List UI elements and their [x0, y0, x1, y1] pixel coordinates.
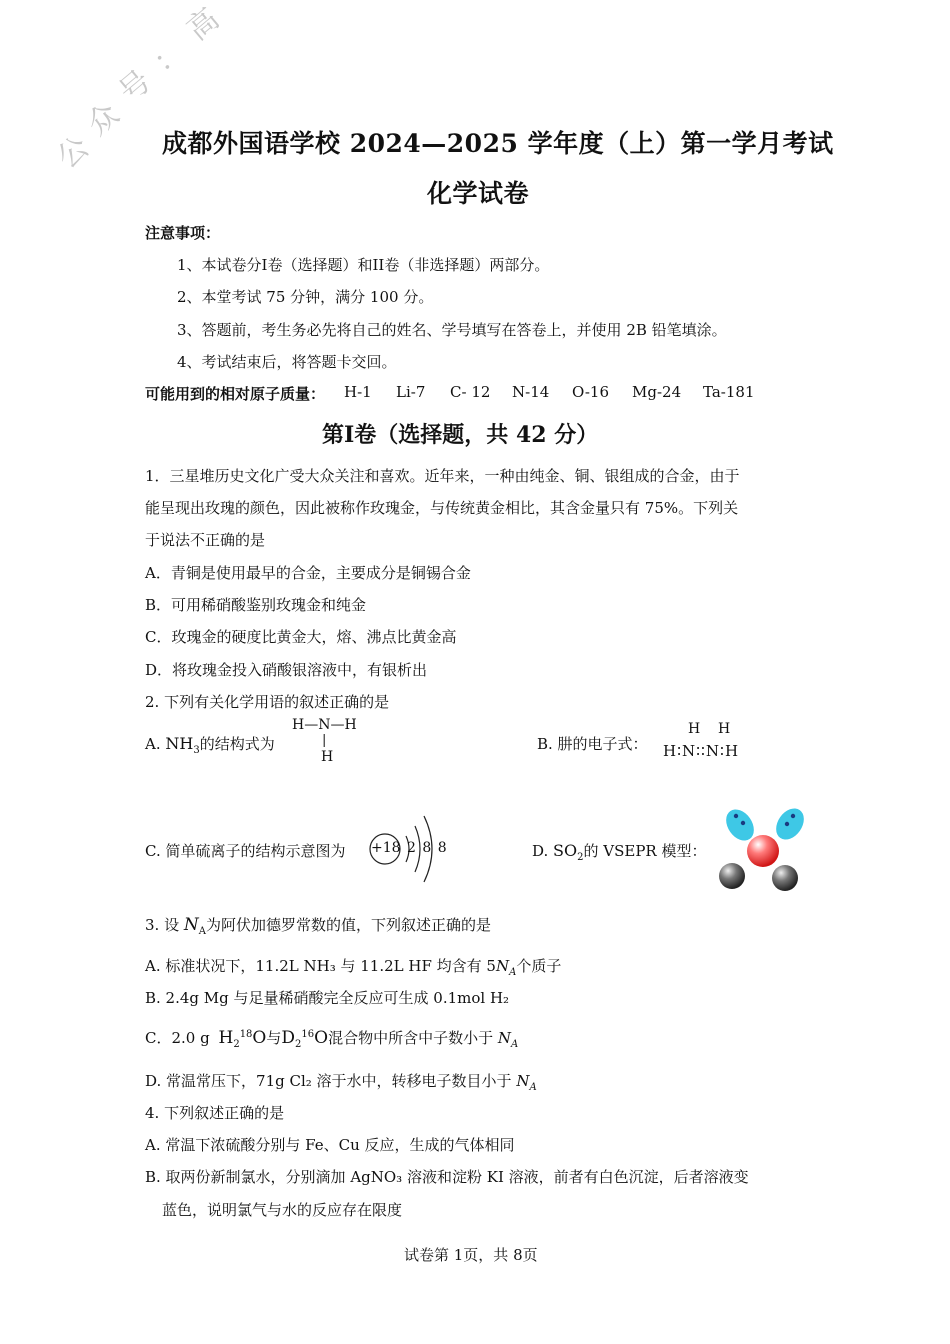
option-text: C．2.0 g — [145, 1029, 210, 1047]
atom-h: H — [292, 717, 305, 733]
q3-option-c — [145, 1027, 518, 1050]
element: O — [314, 1028, 329, 1048]
watermark-char: 号 — [112, 63, 158, 110]
element: O — [252, 1028, 267, 1048]
formula-sub: 3 — [193, 745, 200, 756]
q4-option-b-cont: 蓝色，说明氯气与水的反应存在限度 — [162, 1201, 403, 1219]
q2-stem: 2. 下列有关化学用语的叙述正确的是 — [145, 693, 390, 711]
bond: — — [304, 717, 319, 733]
element: D — [281, 1028, 296, 1048]
q2-option-d — [532, 840, 706, 863]
electron-formula-top: H H — [688, 721, 731, 737]
watermark-char: ： — [146, 33, 192, 80]
section-title: 第I卷（选择题，共 42 分） — [322, 422, 599, 448]
q4-option-b: B. 取两份新制氯水，分别滴加 AgNO₃ 溶液和淀粉 KI 溶液，前者有白色沉淀，后者溶液变 — [145, 1168, 749, 1186]
q1-stem-line: 于说法不正确的是 — [145, 531, 266, 549]
option-text: A. 标准状况下，11.2L NH₃ 与 11.2L HF 均含有 5 — [145, 957, 496, 975]
ligand-atom — [772, 865, 798, 891]
electron-formula: H∶N∶∶N∶H — [663, 742, 740, 760]
atomic-mass-value: H-1 — [344, 383, 372, 401]
atomic-mass-value: Li-7 — [396, 383, 426, 401]
atomic-mass-label: 可能用到的相对原子质量： — [145, 385, 326, 403]
page-footer: 试卷第 1页，共 8页 — [404, 1246, 538, 1264]
atomic-mass-value: O-16 — [572, 383, 610, 401]
na-symbol: N — [516, 1072, 530, 1090]
na-sub: A — [529, 1082, 537, 1093]
option-text: 混合物中所含中子数小于 — [328, 1029, 494, 1047]
so2-vsepr-model — [715, 802, 810, 894]
option-text: 个质子 — [516, 957, 562, 975]
option-text: 与 — [266, 1029, 282, 1047]
lone-pair-lobe — [770, 803, 809, 845]
q4-option-a: A. 常温下浓硫酸分别与 Fe、Cu 反应，生成的气体相同 — [145, 1136, 515, 1154]
watermark-char: 公 — [50, 129, 96, 176]
na-sub: A — [509, 967, 517, 978]
formula: SO — [553, 841, 578, 860]
formula-sub: 2 — [295, 1039, 302, 1050]
watermark-char: 高 — [180, 1, 226, 48]
nucleus-charge: +18 — [371, 840, 401, 856]
q3-stem-suffix: 为阿伏加德罗常数的值，下列叙述正确的是 — [205, 916, 491, 934]
bond-vertical: | — [322, 733, 327, 748]
q2-option-b: B. 肼的电子式： — [537, 735, 648, 753]
atomic-mass-value: Ta-181 — [703, 383, 755, 401]
exam-title: 成都外国语学校 2024—2025 学年度（上）第一学月考试 — [162, 129, 834, 158]
element: H — [218, 1028, 234, 1048]
formula: NH — [165, 734, 194, 753]
notes-item: 2、本堂考试 75 分钟，满分 100 分。 — [177, 288, 434, 306]
atomic-mass-value: Mg-24 — [632, 383, 682, 401]
q1-stem-line: 能呈现出玫瑰的颜色，因此被称作玫瑰金，与传统黄金相比，其含金量只有 75%。下列关 — [145, 499, 739, 517]
q1-option-a: A．青铜是使用最早的合金，主要成分是铜锡合金 — [145, 564, 471, 582]
option-letter: A. — [145, 735, 161, 753]
q1-option-c: C．玫瑰金的硬度比黄金大，熔、沸点比黄金高 — [145, 628, 457, 646]
watermark-char: 众 — [80, 96, 126, 143]
electron-dot — [734, 814, 738, 818]
q3-stem-prefix: 3. 设 — [145, 916, 180, 934]
option-text: 的结构式为 — [199, 735, 275, 753]
q2-option-a — [145, 733, 275, 756]
q2-option-c: C. 简单硫离子的结构示意图为 — [145, 842, 346, 860]
exam-subtitle: 化学试卷 — [427, 179, 530, 208]
shell-electrons: 2 8 8 — [407, 840, 448, 856]
central-atom — [747, 835, 779, 867]
bond: — — [330, 717, 345, 733]
na-symbol: N — [495, 957, 510, 975]
q1-option-d: D．将玫瑰金投入硝酸银溶液中，有银析出 — [145, 661, 428, 679]
electron-dot — [791, 814, 795, 818]
q3-option-d — [145, 1070, 537, 1093]
ligand-atom — [719, 863, 745, 889]
na-sub: A — [510, 1039, 519, 1050]
atom-n: N — [318, 717, 331, 733]
q4-stem: 4. 下列叙述正确的是 — [145, 1104, 285, 1122]
q1-option-b: B．可用稀硝酸鉴别玫瑰金和纯金 — [145, 596, 367, 614]
electron-dot — [785, 822, 789, 826]
option-text: 的 VSEPR 模型： — [583, 842, 707, 860]
notes-heading: 注意事项： — [145, 224, 221, 242]
na-sub: A — [198, 926, 206, 937]
atom-h: H — [344, 717, 357, 733]
isotope-sup: 16 — [301, 1029, 315, 1040]
formula-sub: 2 — [577, 852, 584, 863]
q1-stem-line: 1．三星堆历史文化广受大众关注和喜欢。近年来，一种由纯金、铜、银组成的合金，由于 — [145, 467, 740, 485]
option-letter: D. — [532, 842, 549, 860]
isotope-sup: 18 — [239, 1029, 253, 1040]
na-symbol: N — [497, 1029, 511, 1047]
nh3-structure — [292, 717, 357, 733]
formula-sub: 2 — [233, 1039, 240, 1050]
atom-h: H — [321, 749, 334, 765]
option-text: D. 常温常压下，71g Cl₂ 溶于水中，转移电子数目小于 — [145, 1072, 512, 1090]
q3-option-b: B. 2.4g Mg 与足量稀硝酸完全反应可生成 0.1mol H₂ — [145, 989, 510, 1007]
electron-dot — [741, 821, 745, 825]
atomic-mass-value: N-14 — [512, 383, 550, 401]
na-symbol: N — [183, 915, 199, 935]
q3-stem — [145, 914, 491, 937]
notes-item: 4、考试结束后，将答题卡交回。 — [177, 353, 397, 371]
q3-option-a — [145, 955, 561, 978]
notes-item: 1、本试卷分I卷（选择题）和II卷（非选择题）两部分。 — [177, 256, 550, 274]
notes-item: 3、答题前，考生务必先将自己的姓名、学号填写在答卷上，并使用 2B 铅笔填涂。 — [177, 321, 727, 339]
atomic-mass-value: C- 12 — [450, 383, 491, 401]
